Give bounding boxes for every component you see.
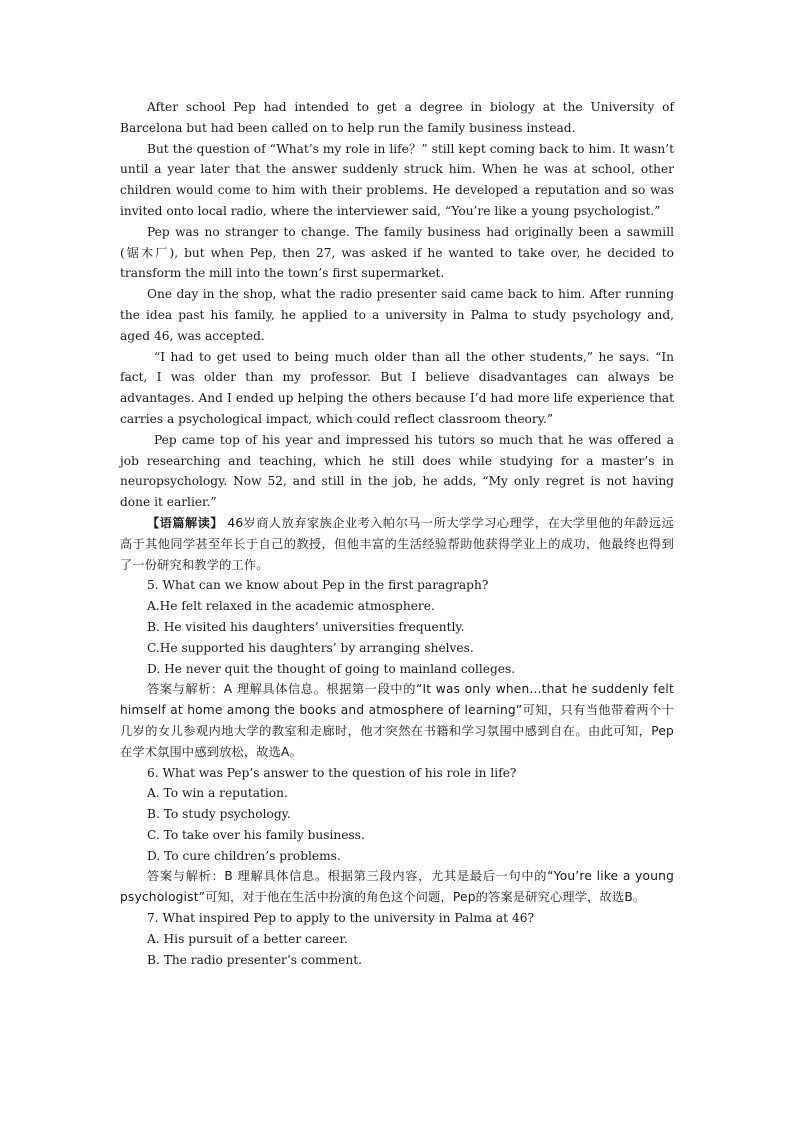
question-option: B. To study psychology.: [147, 807, 291, 822]
question-option: D. He never quit the thought of going to mainland colleges.: [147, 661, 516, 676]
answer-analysis: 答案与解析：B 理解具体信息。根据第三段内容，尤其是最后一句中的“You’re like a young psychologist”可知，对于他在生活中扮演的角色这个问题，Pep的答案是研究心理学，故选B。: [120, 869, 674, 905]
answer-analysis: 答案与解析：A 理解具体信息。根据第一段中的“It was only when...that he suddenly felt himself at home among the books and atmosphere of learning”可知，只有当他带着两个十几岁的女儿参观内地大学的教室和走廊时，他才突然在书籍和学习氛围中感到自在。由此可知，Pep在学术氛围中感到放松，故选A。: [120, 682, 674, 759]
question-option: D. To cure children’s problems.: [147, 848, 341, 863]
passage-paragraph-5: “I had to get used to being much older than all the other students,” he says. “In fact, I was older than my professor. But I believe disadvantages can always be advantages. And I ended up helping the others because I’d had more life experience that carries a psychological impact, which could reflect classroom theory.”: [120, 349, 674, 426]
question-option: B. The radio presenter’s comment.: [147, 952, 362, 967]
question-5: [120, 575, 674, 762]
discourse-summary: [120, 513, 674, 575]
question-option: C.He supported his daughters’ by arranging shelves.: [147, 640, 474, 655]
passage-paragraph-1: After school Pep had intended to get a degree in biology at the University of Barcelona but had been called on to help run the family business instead.: [120, 100, 674, 135]
question-option: A. His pursuit of a better career.: [147, 931, 348, 946]
question-stem: 6. What was Pep’s answer to the question of his role in life?: [147, 765, 517, 780]
question-option: C. To take over his family business.: [147, 827, 365, 842]
passage-paragraph-3: Pep was no stranger to change. The family business had originally been a sawmill (锯木厂), but when Pep, then 27, was asked if he wanted to take over, he decided to transform the mill into the town’s first supermarket.: [120, 224, 674, 281]
question-7: [120, 908, 674, 970]
summary-label: 【语篇解读】: [147, 515, 224, 530]
passage-paragraph-4: One day in the shop, what the radio presenter said came back to him. After running the idea past his family, he applied to a university in Palma to study psychology and, aged 46, was accepted.: [120, 287, 674, 343]
question-stem: 7. What inspired Pep to apply to the university in Palma at 46?: [147, 911, 534, 926]
passage-paragraph-6: Pep came top of his year and impressed his tutors so much that he was offered a job researching and teaching, which he still does while studying for a master’s in neuropsychology. Now 52, and still in the job, he adds, “My only regret is not having done it earlier.”: [120, 432, 674, 510]
question-option: A.He felt relaxed in the academic atmosphere.: [147, 599, 435, 614]
passage-paragraph-2: But the question of “What’s my role in life？” still kept coming back to him. It wasn’t until a year later that the answer suddenly struck him. When he was at school, other children would come to him with their problems. He developed a reputation and so was invited onto local radio, where the interviewer said, “You’re like a young psychologist.”: [120, 141, 674, 218]
question-6: [120, 763, 674, 909]
summary-text: 46岁商人放弃家族企业考入帕尔马一所大学学习心理学，在大学里他的年龄远远高于其他同学甚至年长于自己的教授，但他丰富的生活经验帮助他获得学业上的成功，他最终也得到了一份研究和教学的工作。: [120, 515, 674, 572]
question-option: A. To win a reputation.: [147, 786, 288, 801]
document-content: [120, 97, 674, 970]
question-stem: 5. What can we know about Pep in the first paragraph?: [147, 578, 489, 593]
question-option: B. He visited his daughters’ universities frequently.: [147, 619, 465, 634]
